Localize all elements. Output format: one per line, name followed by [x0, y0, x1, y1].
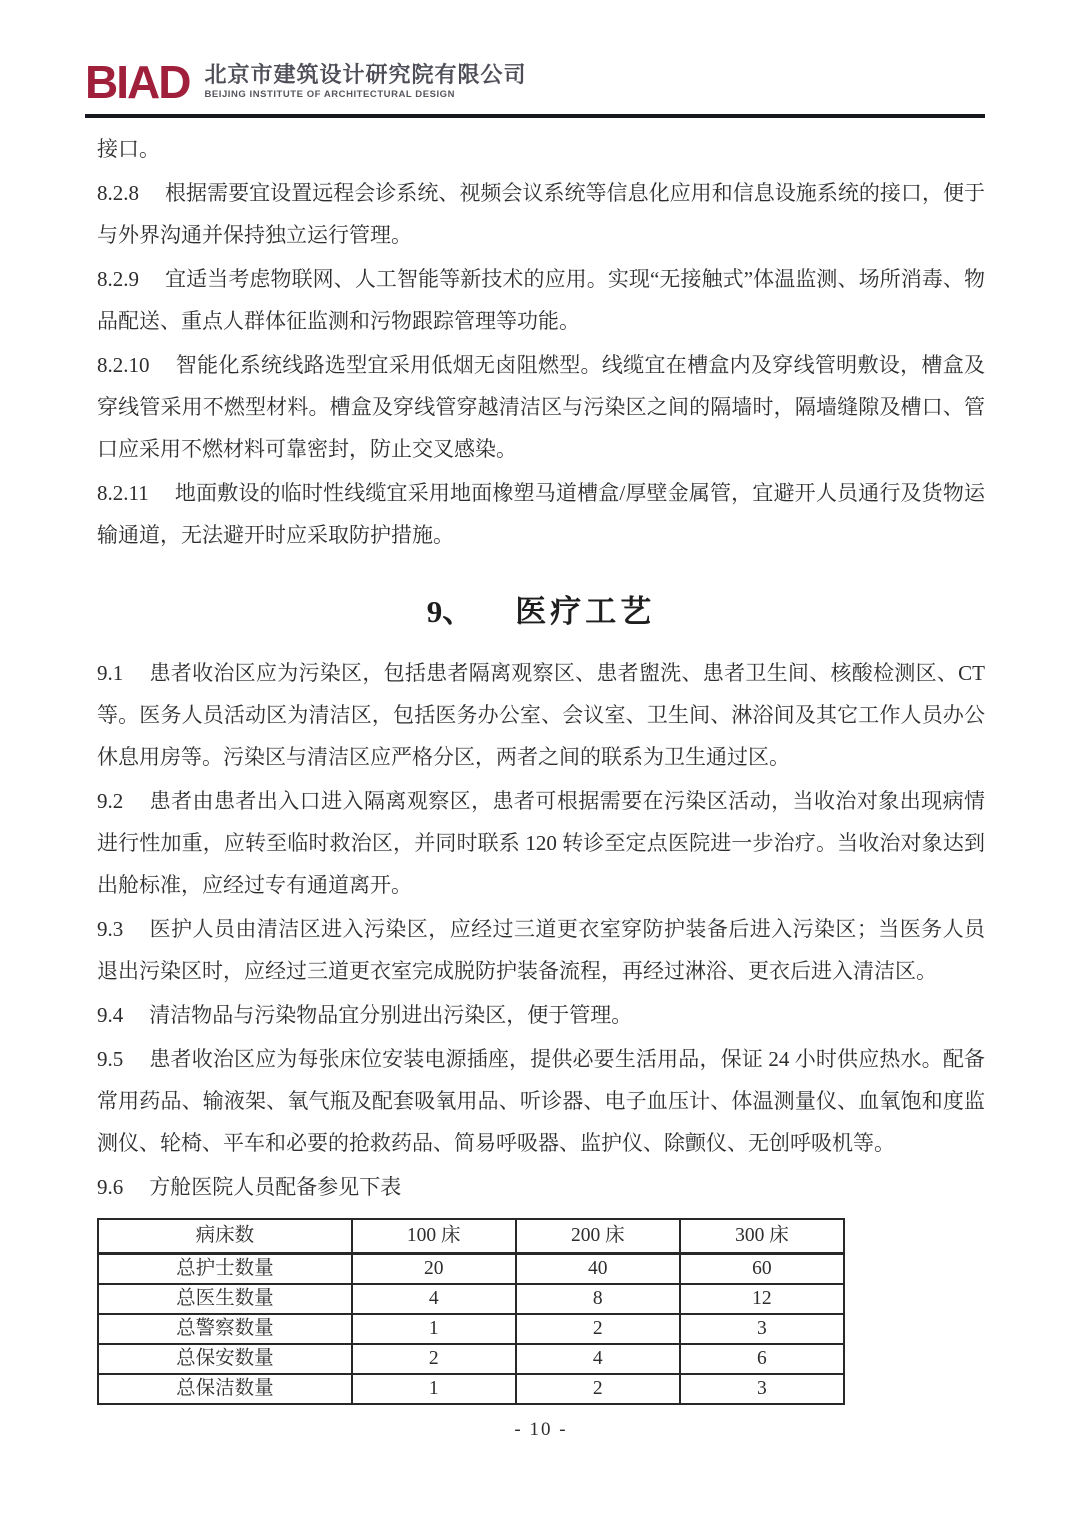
clause-text: 医护人员由清洁区进入污染区，应经过三道更衣室穿防护装备后进入污染区；当医务人员退出污染区时，应经过三道更衣室完成脱防护装备流程，再经过淋浴、更衣后进入清洁区。: [97, 917, 985, 983]
clause-9-4: [97, 994, 985, 1036]
clause-text: 方舱医院人员配备参见下表: [149, 1175, 402, 1199]
clause-8-2-8: [97, 172, 985, 256]
table-row-police: [98, 1314, 844, 1344]
clause-number: 8.2.8: [97, 181, 139, 205]
company-name-cn: 北京市建筑设计研究院有限公司: [204, 62, 527, 87]
clause-number: 8.2.10: [97, 353, 150, 377]
table-header-100: 100 床: [352, 1219, 516, 1254]
clause-number: 9.3: [97, 917, 124, 941]
staffing-table: [97, 1218, 845, 1405]
row-label: 总医生数量: [98, 1284, 352, 1314]
cell-value: 40: [516, 1254, 680, 1285]
clause-8-2-11: [97, 472, 985, 556]
section-9-heading-number: 9、: [426, 594, 474, 629]
table-header-beds: 病床数: [98, 1219, 352, 1254]
row-label: 总保安数量: [98, 1344, 352, 1374]
cell-value: 60: [680, 1254, 844, 1285]
page-number: - 10 -: [514, 1419, 568, 1440]
clause-number: 8.2.11: [97, 481, 149, 505]
cell-value: 3: [680, 1374, 844, 1404]
cell-value: 6: [680, 1344, 844, 1374]
cell-value: 4: [352, 1284, 516, 1314]
clause-number: 9.5: [97, 1047, 124, 1071]
clause-text: 患者由患者出入口进入隔离观察区，患者可根据需要在污染区活动，当收治对象出现病情进行性加重，应转至临时救治区，并同时联系 120 转诊至定点医院进一步治疗。当收治对象达到出舱标准，应经过专有通道离开。: [97, 789, 985, 897]
row-label: 总护士数量: [98, 1254, 352, 1285]
document-body: [97, 128, 985, 1451]
table-row-nurses: [98, 1254, 844, 1285]
clause-number: 9.4: [97, 1003, 124, 1027]
cell-value: 20: [352, 1254, 516, 1285]
cell-value: 2: [516, 1374, 680, 1404]
cell-value: 8: [516, 1284, 680, 1314]
clause-text: 智能化系统线路选型宜采用低烟无卤阻燃型。线缆宜在槽盒内及穿线管明敷设，槽盒及穿线管采用不燃型材料。槽盒及穿线管穿越清洁区与污染区之间的隔墙时，隔墙缝隙及槽口、管口应采用不燃材料可靠密封，防止交叉感染。: [97, 353, 985, 461]
cell-value: 1: [352, 1374, 516, 1404]
clause-number: 9.6: [97, 1175, 124, 1199]
clause-9-6: [97, 1166, 985, 1208]
section-9-heading-title: 医疗工艺: [515, 594, 656, 629]
clause-9-2: [97, 780, 985, 906]
clause-text: 宜适当考虑物联网、人工智能等新技术的应用。实现“无接触式”体温监测、场所消毒、物品配送、重点人群体征监测和污物跟踪管理等功能。: [97, 267, 985, 333]
table-row-doctors: [98, 1284, 844, 1314]
clause-text: 患者收治区应为污染区，包括患者隔离观察区、患者盥洗、患者卫生间、核酸检测区、CT 等。医务人员活动区为清洁区，包括医务办公室、会议室、卫生间、淋浴间及其它工作人员办公休息用房等。污染区与清洁区应严格分区，两者之间的联系为卫生通过区。: [97, 661, 985, 769]
clause-8-2-10: [97, 344, 985, 470]
clause-number: 8.2.9: [97, 267, 139, 291]
clause-text: 地面敷设的临时性线缆宜采用地面橡塑马道槽盒/厚壁金属管，宜避开人员通行及货物运输通道，无法避开时应采取防护措施。: [97, 481, 985, 547]
cell-value: 2: [352, 1344, 516, 1374]
clause-9-5: [97, 1038, 985, 1164]
clause-8-2-9: [97, 258, 985, 342]
section-9-heading: [97, 590, 985, 634]
clause-9-1: [97, 652, 985, 778]
table-header-200: 200 床: [516, 1219, 680, 1254]
cell-value: 4: [516, 1344, 680, 1374]
page-header: [85, 58, 526, 106]
row-label: 总警察数量: [98, 1314, 352, 1344]
row-label: 总保洁数量: [98, 1374, 352, 1404]
cell-value: 2: [516, 1314, 680, 1344]
biad-logo: BIAD: [85, 56, 190, 108]
clause-text: 清洁物品与污染物品宜分别进出污染区，便于管理。: [149, 1003, 633, 1027]
header-divider: [85, 114, 985, 118]
clause-number: 9.1: [97, 661, 124, 685]
cell-value: 3: [680, 1314, 844, 1344]
cell-value: 12: [680, 1284, 844, 1314]
table-row-security: [98, 1344, 844, 1374]
clause-9-3: [97, 908, 985, 992]
clause-number: 9.2: [97, 789, 124, 813]
staffing-table-header-row: [98, 1219, 844, 1254]
cell-value: 1: [352, 1314, 516, 1344]
company-block: [204, 58, 526, 100]
clause-text: 患者收治区应为每张床位安装电源插座，提供必要生活用品，保证 24 小时供应热水。配备常用药品、输液架、氧气瓶及配套吸氧用品、听诊器、电子血压计、体温测量仪、血氧饱和度监测仪、轮椅、平车和必要的抢救药品、简易呼吸器、监护仪、除颤仪、无创呼吸机等。: [97, 1047, 985, 1155]
clause-text: 根据需要宜设置远程会诊系统、视频会议系统等信息化应用和信息设施系统的接口，便于与外界沟通并保持独立运行管理。: [97, 181, 985, 247]
company-name-en: BEIJING INSTITUTE OF ARCHITECTURAL DESIGN: [204, 89, 456, 100]
table-row-cleaners: [98, 1374, 844, 1404]
clause-carryover: [97, 128, 985, 170]
table-header-300: 300 床: [680, 1219, 844, 1254]
clause-text: 接口。: [97, 137, 160, 161]
